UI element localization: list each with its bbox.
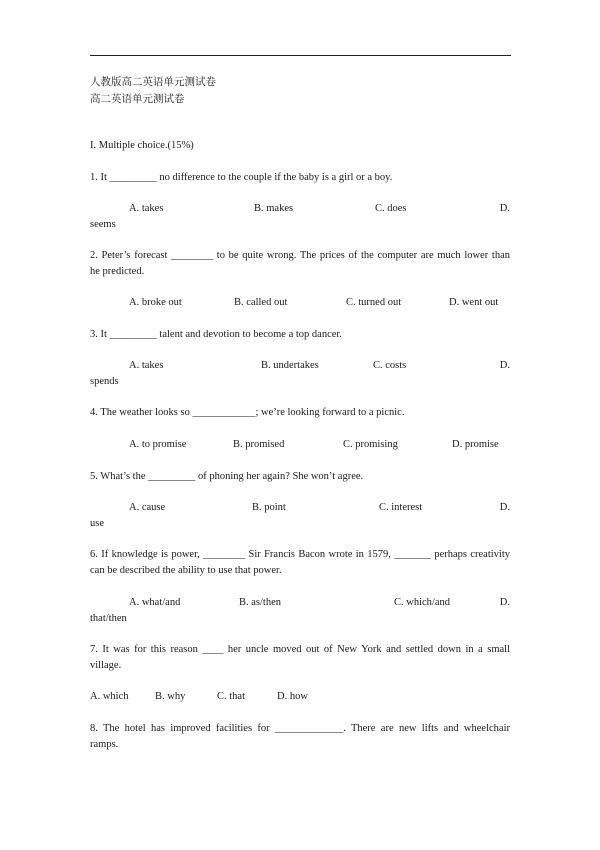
header-title-1: 人教版高二英语单元测试卷 bbox=[90, 77, 216, 88]
question-5-text: 5. What’s the _________ of phoning her again? She won’t agree. bbox=[90, 471, 364, 482]
question-7-option-a: A. which bbox=[90, 691, 129, 702]
question-8-text-line-1: 8. The hotel has improved facilities for _____________. There are new lifts and wheelchair bbox=[90, 723, 510, 734]
question-2-option-d: D. went out bbox=[449, 297, 499, 308]
question-4-text: 4. The weather looks so ____________; we’re looking forward to a picnic. bbox=[90, 407, 405, 418]
question-7-text-line-1: 7. It was for this reason ____ her uncle moved out of New York and settled down in a small bbox=[90, 644, 510, 655]
question-1-option-c: C. does bbox=[375, 203, 407, 214]
question-4-option-d: D. promise bbox=[452, 439, 499, 450]
question-3-option-b: B. undertakes bbox=[261, 360, 319, 371]
question-4-option-b: B. promised bbox=[233, 439, 285, 450]
question-2-text-line-2: he predicted. bbox=[90, 266, 145, 277]
question-7-option-d: D. how bbox=[277, 691, 308, 702]
question-5-option-b: B. point bbox=[252, 502, 286, 513]
question-6-option-a: A. what/and bbox=[129, 597, 181, 608]
question-3-text: 3. It _________ talent and devotion to become a top dancer. bbox=[90, 329, 342, 340]
header-rule bbox=[90, 55, 511, 56]
question-6-option-d-text: that/then bbox=[90, 613, 127, 624]
question-3-option-d: D. bbox=[499, 360, 510, 371]
question-7-text-line-2: village. bbox=[90, 660, 122, 671]
question-5-option-c: C. interest bbox=[379, 502, 423, 513]
question-4-option-c: C. promising bbox=[343, 439, 398, 450]
question-3-option-a: A. takes bbox=[129, 360, 164, 371]
question-6-text-line-1: 6. If knowledge is power, ________ Sir Francis Bacon wrote in 1579, _______ perhaps creativity bbox=[90, 549, 510, 560]
question-6-option-d: D. bbox=[499, 597, 510, 608]
question-5-option-d: D. bbox=[499, 502, 510, 513]
question-1-option-b: B. makes bbox=[254, 203, 294, 214]
question-1-option-d-text: seems bbox=[90, 219, 116, 230]
question-3-option-d-text: spends bbox=[90, 376, 119, 387]
question-1-option-a: A. takes bbox=[129, 203, 164, 214]
question-2-option-a: A. broke out bbox=[129, 297, 182, 308]
question-8-text-line-2: ramps. bbox=[90, 739, 119, 750]
question-4-option-a: A. to promise bbox=[129, 439, 187, 450]
question-7-option-b: B. why bbox=[155, 691, 186, 702]
header-title-2: 高二英语单元测试卷 bbox=[90, 94, 185, 105]
question-2-option-c: C. turned out bbox=[346, 297, 402, 308]
question-2-text-line-1: 2. Peter’s forecast ________ to be quite wrong. The prices of the computer are much lower than bbox=[90, 250, 510, 261]
question-5-option-d-text: use bbox=[90, 518, 104, 529]
section-title: I. Multiple choice.(15%) bbox=[90, 140, 194, 151]
question-5-option-a: A. cause bbox=[129, 502, 166, 513]
question-6-option-c: C. which/and bbox=[394, 597, 450, 608]
question-6-option-b: B. as/then bbox=[239, 597, 281, 608]
question-6-text-line-2: can be described the ability to use that power. bbox=[90, 565, 282, 576]
question-1-option-d: D. bbox=[499, 203, 510, 214]
question-2-option-b: B. called out bbox=[234, 297, 288, 308]
question-1-text: 1. It _________ no difference to the couple if the baby is a girl or a boy. bbox=[90, 172, 393, 183]
question-7-option-c: C. that bbox=[217, 691, 245, 702]
question-3-option-c: C. costs bbox=[373, 360, 407, 371]
